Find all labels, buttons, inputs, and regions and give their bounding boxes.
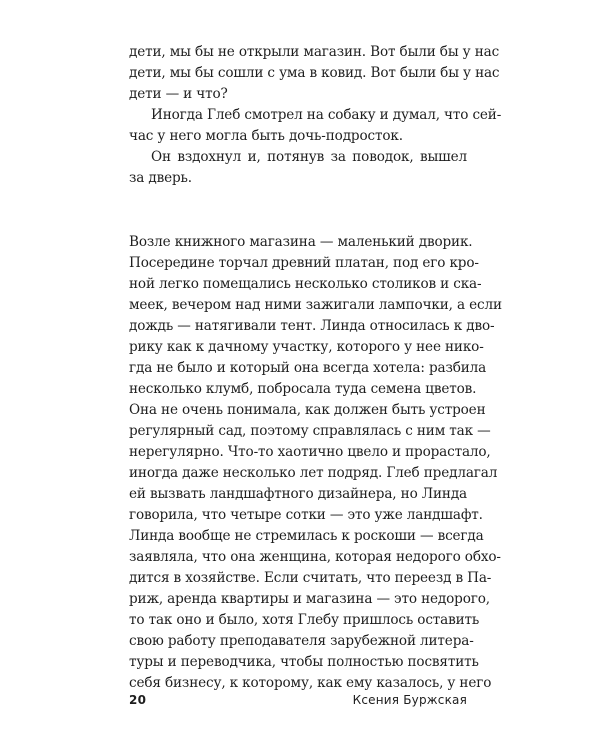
text-line: дети, мы бы не открыли магазин. Вот были бы у нас <box>129 44 500 60</box>
running-footer-author: Ксения Буржская <box>352 693 467 707</box>
text-line: меек, вечером над ними зажигали лампочки, а если <box>129 297 502 313</box>
text-line: Возле книжного магазина — маленький дворик. <box>129 234 473 250</box>
text-line: гда не было и который она всегда хотела: разбила <box>129 360 487 376</box>
text-line: говорила, что четыре сотки — это уже ландшафт. <box>129 507 483 523</box>
text-line: час у него могла быть дочь-подросток. <box>129 128 403 144</box>
page-number: 20 <box>129 693 147 707</box>
text-line: ной легко помещались несколько столиков и ска- <box>129 276 482 292</box>
text-line: дети, мы бы сошли с ума в ковид. Вот были бы у нас <box>129 65 500 81</box>
text-line: Он вздохнул и, потянув за поводок, вышел <box>151 149 467 165</box>
text-line: несколько клумб, побросала туда семена цветов. <box>129 381 477 397</box>
text-section-2 <box>129 232 502 694</box>
text-line: туры и переводчика, чтобы полностью посвятить <box>129 654 479 670</box>
text-line: Иногда Глеб смотрел на собаку и думал, что сей- <box>151 107 502 123</box>
text-line: Она не очень понимала, как должен быть устроен <box>129 402 486 418</box>
text-line: нерегулярно. Что-то хаотично цвело и прорастало, <box>129 444 491 460</box>
text-line: дети — и что? <box>129 86 228 102</box>
text-line: ей вызвать ландшафтного дизайнера, но Линда <box>129 486 467 502</box>
text-line: дится в хозяйстве. Если считать, что переезд в Па- <box>129 570 492 586</box>
text-section-1 <box>129 42 502 189</box>
text-line: Линда вообще не стремилась к роскоши — всегда <box>129 528 484 544</box>
text-line: Посередине торчал древний платан, под его кро- <box>129 255 479 271</box>
text-line: регулярный сад, поэтому справлялась с ним так — <box>129 423 491 439</box>
text-line: то так оно и было, хотя Глебу пришлось оставить <box>129 612 480 628</box>
text-line: иногда даже несколько лет подряд. Глеб предлагал <box>129 465 498 481</box>
text-line: риж, аренда квартиры и магазина — это недорого, <box>129 591 490 607</box>
text-line: за дверь. <box>129 170 192 186</box>
text-line: свою работу преподавателя зарубежной литера- <box>129 633 474 649</box>
text-line: рику как к дачному участку, которого у нее нико- <box>129 339 484 355</box>
text-line: заявляла, что она женщина, которая недорого обхо- <box>129 549 501 565</box>
text-line: себя бизнесу, к которому, как ему казалось, у него <box>129 675 492 691</box>
text-line: дождь — натягивали тент. Линда относилась к дво- <box>129 318 495 334</box>
